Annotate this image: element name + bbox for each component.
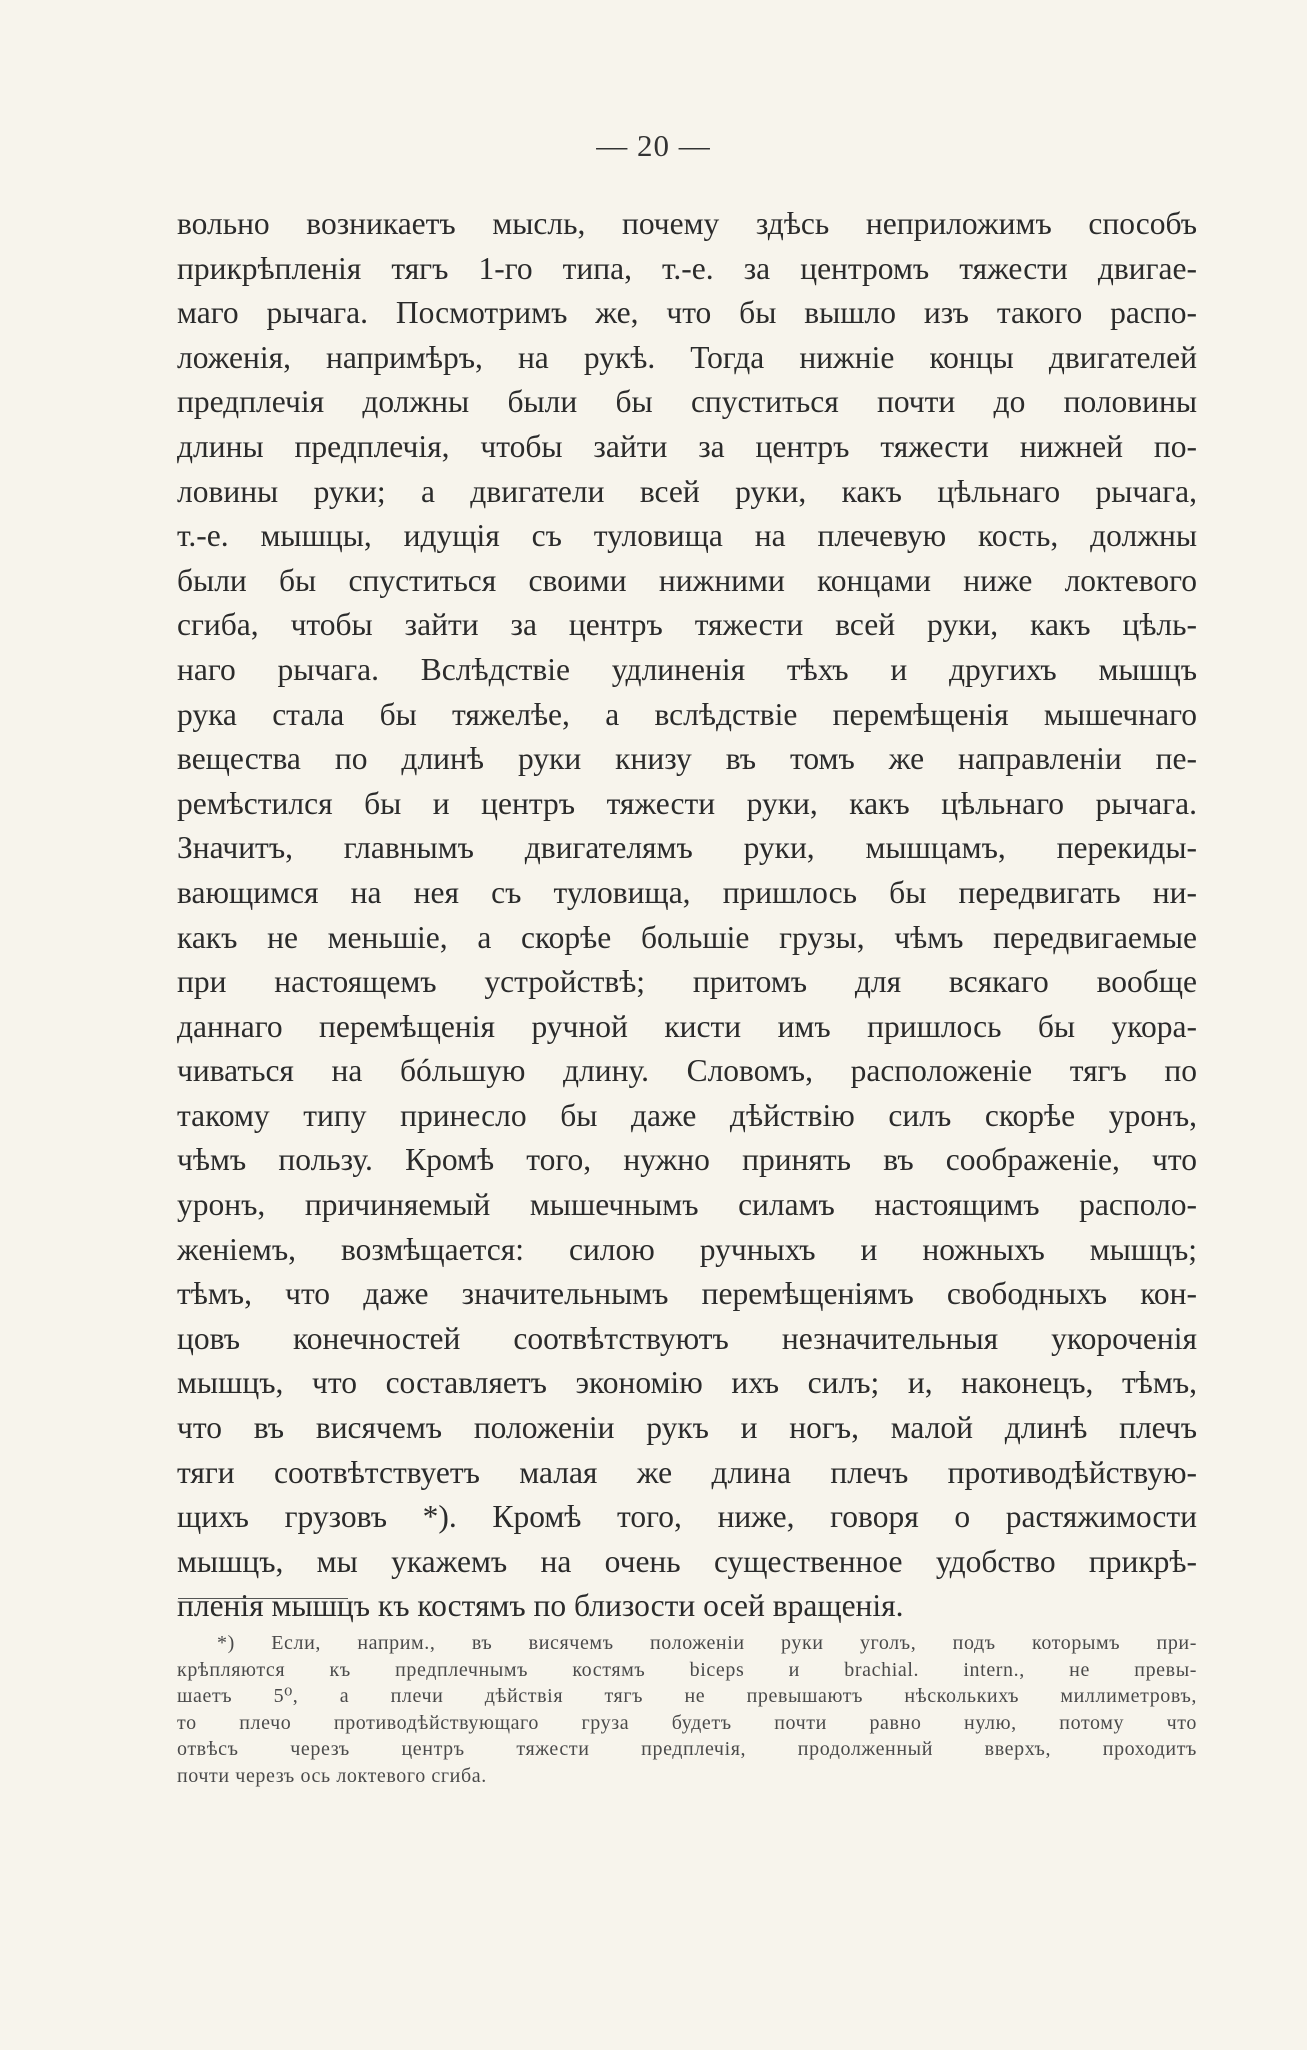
body-line: вещества по длинѣ руки книзу въ томъ же направленіи пе- — [177, 741, 1197, 777]
body-line: чиваться на бóльшую длину. Словомъ, расположеніе тягъ по — [177, 1053, 1197, 1089]
body-line: длины предплечія, чтобы зайти за центръ тяжести нижней по- — [177, 428, 1197, 464]
body-line: рука стала бы тяжелѣе, а вслѣдствіе перемѣщенія мышечнаго — [177, 696, 1197, 732]
body-line: женіемъ, возмѣщается: силою ручныхъ и ножныхъ мышцъ; — [177, 1231, 1197, 1267]
body-line: что въ висячемъ положеніи рукъ и ногъ, малой длинѣ плечъ — [177, 1410, 1197, 1446]
footnote-line: отвѣсъ черезъ центръ тяжести предплечія, продолженный вверхъ, проходитъ — [177, 1738, 1197, 1760]
body-line: даннаго перемѣщенія ручной кисти имъ пришлось бы укора- — [177, 1008, 1197, 1044]
body-line: тяги соотвѣтствуетъ малая же длина плечъ противодѣйствую- — [177, 1454, 1197, 1490]
page-number: — 20 — — [596, 128, 711, 163]
footnote-line: то плечо противодѣйствующаго груза будетъ почти равно нулю, потому что — [177, 1711, 1197, 1734]
body-line: щихъ грузовъ *). Кромѣ того, ниже, говоря о растяжимости — [177, 1499, 1197, 1535]
body-line: вающимся на нея съ туловища, пришлось бы передвигать ни- — [177, 874, 1197, 910]
body-line: цовъ конечностей соотвѣтствуютъ незначительныя укороченія — [177, 1320, 1197, 1356]
body-line: предплечія должны были бы спуститься почти до половины — [177, 384, 1197, 420]
body-line: пленія мышцъ къ костямъ по близости осей вращенія. — [177, 1588, 904, 1624]
body-line: уронъ, причиняемый мышечнымъ силамъ настоящимъ располо- — [177, 1187, 1197, 1223]
body-line: маго рычага. Посмотримъ же, что бы вышло изъ такого распо- — [177, 295, 1197, 331]
body-line: чѣмъ пользу. Кромѣ того, нужно принять въ соображеніе, что — [177, 1142, 1197, 1178]
body-line: наго рычага. Вслѣдствіе удлиненія тѣхъ и другихъ мышцъ — [177, 651, 1197, 687]
footnote-line: *) Если, наприм., въ висячемъ положеніи руки уголъ, подъ которымъ при- — [217, 1632, 1197, 1654]
body-line: Значитъ, главнымъ двигателямъ руки, мышцамъ, перекиды- — [177, 830, 1197, 866]
footnote-line: крѣпляются къ предплечнымъ костямъ biceps и brachial. intern., не превы- — [177, 1658, 1197, 1681]
body-line: были бы спуститься своими нижними концами ниже локтевого — [177, 562, 1197, 598]
body-line: ремѣстился бы и центръ тяжести руки, какъ цѣльнаго рычага. — [177, 785, 1197, 821]
body-line: ложенія, напримѣръ, на рукѣ. Тогда нижніе концы двигателей — [177, 339, 1197, 375]
body-line: т.-е. мышцы, идущія съ туловища на плечевую кость, должны — [177, 518, 1197, 554]
footnote-line: шаетъ 5⁰, а плечи дѣйствія тягъ не превышаютъ нѣсколькихъ миллиметровъ, — [177, 1685, 1197, 1707]
body-line: такому типу принесло бы даже дѣйствію силъ скорѣе уронъ, — [177, 1097, 1197, 1133]
body-line: мышцъ, мы укажемъ на очень существенное удобство прикрѣ- — [177, 1543, 1197, 1579]
body-line: мышцъ, что составляетъ экономію ихъ силъ; и, наконецъ, тѣмъ, — [177, 1365, 1197, 1401]
body-line: ловины руки; а двигатели всей руки, какъ цѣльнаго рычага, — [177, 473, 1197, 509]
footnote-divider — [178, 1598, 348, 1599]
footnote-line: почти черезъ ось локтевого сгиба. — [177, 1764, 487, 1787]
body-line: сгиба, чтобы зайти за центръ тяжести всей руки, какъ цѣль- — [177, 607, 1197, 643]
body-line: прикрѣпленія тягъ 1-го типа, т.-е. за центромъ тяжести двигае- — [177, 250, 1197, 286]
body-text — [177, 202, 1197, 1629]
body-line: какъ не меньшіе, а скорѣе большіе грузы, чѣмъ передвигаемые — [177, 919, 1197, 955]
body-line: тѣмъ, что даже значительнымъ перемѣщеніямъ свободныхъ кон- — [177, 1276, 1197, 1312]
footnote — [177, 1630, 1197, 1789]
body-line: вольно возникаетъ мысль, почему здѣсь неприложимъ способъ — [177, 206, 1197, 241]
body-line: при настоящемъ устройствѣ; притомъ для всякаго вообще — [177, 964, 1197, 1000]
